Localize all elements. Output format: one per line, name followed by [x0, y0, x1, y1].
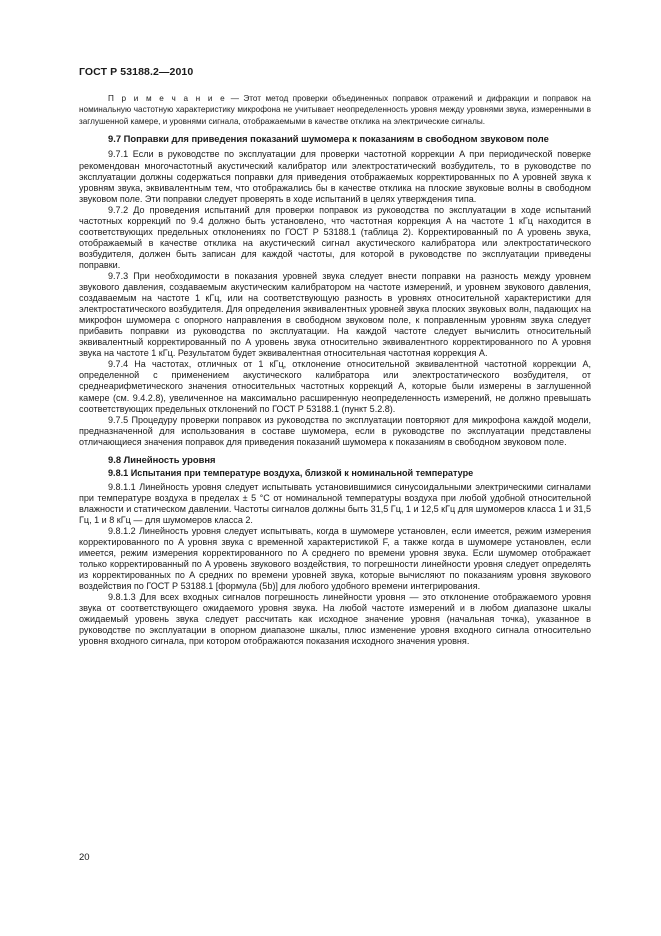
- note-label: П р и м е ч а н и е: [108, 94, 227, 103]
- paragraph-9-7-4: 9.7.4 На частотах, отличных от 1 кГц, отклонение относительной эквивалентной частотной коррекции A, определенной с применением акустического калибратора или электростатического возбудителя, от среднеарифметического значения относительных частотных коррекций A, которые были измерены в заглушенной камере (см. 9.4.2.8), увеличенное на максимально расширенную неопределенность измерений, не должно превышать соответствующих предельных отклонений по ГОСТ Р 53188.1 (пункт 5.2.8).: [79, 359, 591, 414]
- page-number: 20: [79, 852, 90, 863]
- document-body: [79, 93, 591, 647]
- paragraph-9-8-1-3: 9.8.1.3 Для всех входных сигналов погрешность линейности уровня — это отклонение отображаемого уровня звука от соответствующего ожидаемого уровня звука. На любой частоте измерений и в любом диапазоне шкалы ожидаемый уровень звука следует рассчитать как исходное значение уровня (начальная точка), указанное в руководстве по эксплуатации в опорном диапазоне шкалы, плюс изменение уровня входного сигнала относительно уровня входного сигнала, при котором отображаются показания исходного значения уровня.: [79, 592, 591, 647]
- paragraph-9-7-2: 9.7.2 До проведения испытаний для проверки поправок из руководства по эксплуатации в ходе испытаний частотных коррекций по 9.4 должно быть установлено, что частотная коррекция A на частоте 1 кГц находится в соответствующих предельных отклонениях по ГОСТ Р 53188.1 (таблица 2). Корректированный по A уровень звука, отображаемый в качестве отклика на акустический сигнал акустического калибратора или электростатического возбудителя, должен быть записан для каждой частоты, для которой в руководстве по эксплуатации приведены поправки.: [79, 204, 591, 270]
- paragraph-9-8-1-2: 9.8.1.2 Линейность уровня следует испытывать, когда в шумомере установлен, если имеется, режим измерения корректированного по A уровня звука с временной характеристикой F, а также когда в шумомере установлен, если имеется, режим измерения корректированного по A среднего по времени уровня звука. Если шумомер отображает только корректированный по A уровень звукового воздействия, то погрешности линейности уровня следует определять из корректированных по A средних по времени уровней звука, которые вычисляют по показаниям уровня звукового воздействия по ГОСТ Р 53188.1 [формула (5b)] для любого удобного времени интегрирования.: [79, 525, 591, 592]
- note: [79, 93, 591, 127]
- paragraph-9-7-5: 9.7.5 Процедуру проверки поправок из руководства по эксплуатации повторяют для микрофона каждой модели, предназначенной для использования в составе шумомера, если в руководстве по эксплуатации представлены отличающиеся значения поправок для приведения показаний шумомера к показаниям в свободном звуковом поле.: [79, 414, 591, 447]
- subsection-heading-9-8-1: 9.8.1 Испытания при температуре воздуха, близкой к номинальной температуре: [108, 468, 474, 479]
- paragraph-9-7-1: 9.7.1 Если в руководстве по эксплуатации для проверки частотной коррекции A при периодической поверке рекомендован многочастотный акустический калибратор или электростатический возбудитель, то в руководстве по эксплуатации должны содержаться поправки для приведения отображаемых корректированных по A уровней звука к уровням звука, эквивалентным тем, что отображались бы в качестве отклика на плоские звуковые волны в свободном звуковом поле. Эти поправки следует проверять в ходе испытаний в целях утверждения типа.: [79, 149, 591, 204]
- section-heading-9-7: 9.7 Поправки для приведения показаний шумомера к показаниям в свободном звуковом поле: [108, 132, 549, 144]
- paragraph-9-7-3: 9.7.3 При необходимости в показания уровней звука следует внести поправки на разность между уровнем звукового давления, создаваемым акустическим калибратором на частоте измерений, и уровнем звукового давления, создаваемым на частоте 1 кГц, или на соответствующую разность в уровнях относительной характеристики для электростатического возбудителя. Для определения эквивалентных уровней звука плоских звуковых волн, падающих на микрофон шумомера с опорного направления в свободном звуковом поле, к поправленным уровням звука следует прибавить поправки из руководства по эксплуатации. На каждой частоте следует вычислить относительный эквивалентный корректированный по A уровень звука относительно эквивалентного корректированного по A уровня звука на частоте 1 кГц. Результатом будет эквивалентная относительная частотная коррекция A.: [79, 271, 591, 359]
- section-heading-9-8: 9.8 Линейность уровня: [108, 453, 216, 465]
- paragraph-9-8-1-1: 9.8.1.1 Линейность уровня следует испытывать установившимися синусоидальными электрическими сигналами при температуре воздуха в пределах ± 5 °С от номинальной температуры воздуха при любой удобной относительной влажности и статическом давлении. Частоты сигналов должны быть 31,5 Гц, 1 и 12,5 кГц для шумомеров класса 1 и 31,5 Гц, 1 и 8 кГц — для шумомеров класса 2.: [79, 481, 591, 525]
- document-header: ГОСТ Р 53188.2—2010: [79, 66, 194, 78]
- note-text: — Этот метод проверки объединенных поправок отражений и дифракции и поправок на номинальную частотную характеристику микрофона не учитывает неопределенность уровня между уровнями звука, измеренными в заглушенной камере, и уровнями сигнала, отображаемыми в качестве отклика на электрические сигналы.: [79, 94, 591, 126]
